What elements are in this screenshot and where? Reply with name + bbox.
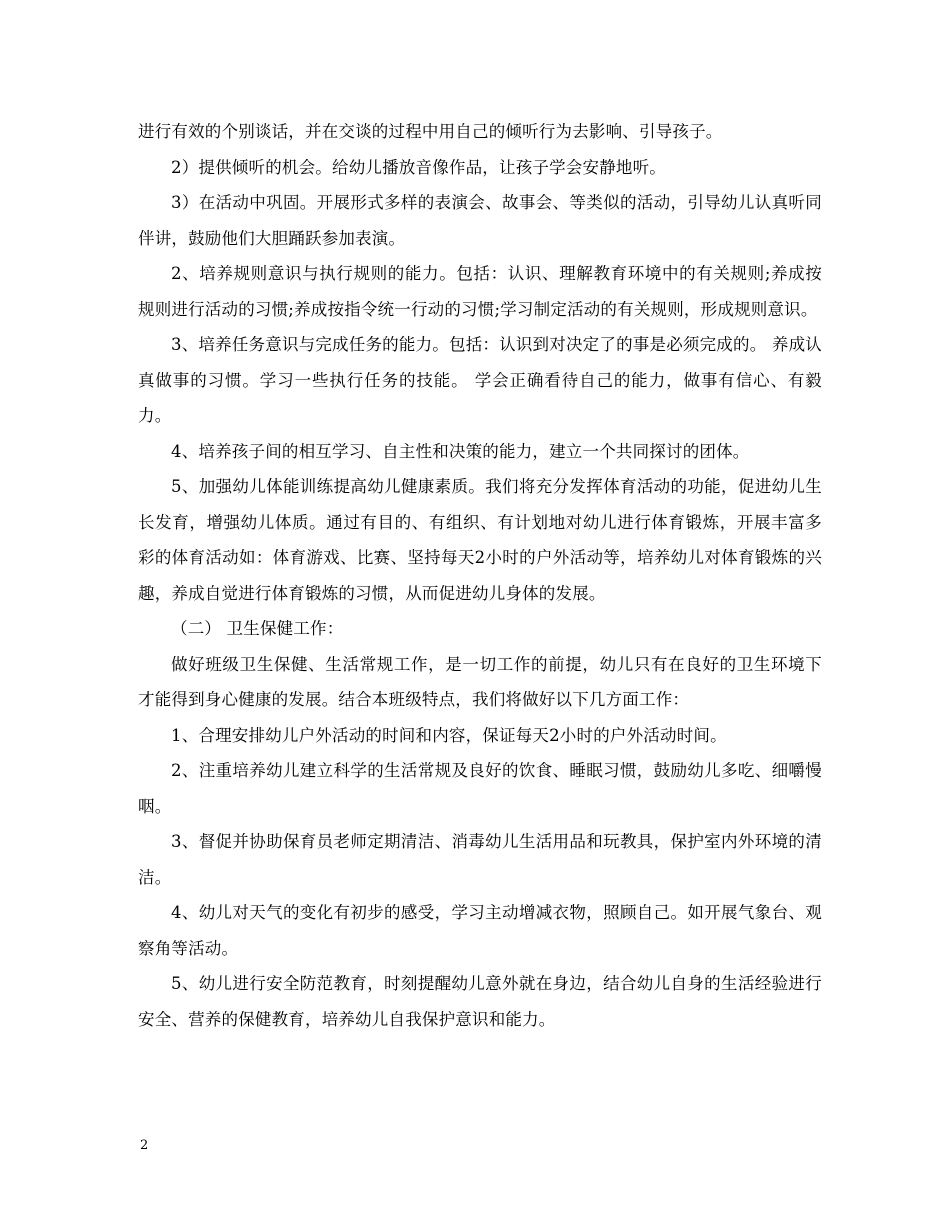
paragraph-9: 做好班级卫生保健、生活常规工作，是一切工作的前提，幼儿只有在良好的卫生环境下才能得到身心健康的发展。结合本班级特点，我们将做好以下几方面工作：	[138, 654, 822, 709]
paragraph-10: 1、合理安排幼儿户外活动的时间和内容，保证每天2小时的户外活动时间。	[171, 725, 727, 745]
paragraph-14: 5、幼儿进行安全防范教育，时刻提醒幼儿意外就在身边，结合幼儿自身的生活经验进行安全、营养的保健教育，培养幼儿自我保护意识和能力。	[138, 974, 822, 1029]
document-body	[138, 114, 822, 1037]
paragraph-12: 3、督促并协助保育员老师定期清洁、消毒幼儿生活用品和玩教具，保护室内外环境的清洁。	[138, 832, 822, 887]
paragraph-11: 2、注重培养幼儿建立科学的生活常规及良好的饮食、睡眠习惯，鼓励幼儿多吃、细嚼慢咽。	[138, 761, 822, 816]
paragraph-2: 2）提供倾听的机会。给幼儿播放音像作品，让孩子学会安静地听。	[171, 157, 666, 177]
paragraph-1: 进行有效的个别谈话，并在交谈的过程中用自己的倾听行为去影响、引导孩子。	[138, 122, 723, 141]
section-heading: （二） 卫生保健工作：	[171, 619, 344, 638]
paragraph-13: 4、幼儿对天气的变化有初步的感受，学习主动增减衣物，照顾自己。如开展气象台、观察角等活动。	[138, 903, 822, 958]
paragraph-3: 3）在活动中巩固。开展形式多样的表演会、故事会、等类似的活动，引导幼儿认真听同伴讲，鼓励他们大胆踊跃参加表演。	[138, 193, 822, 248]
paragraph-5: 3、培养任务意识与完成任务的能力。包括：认识到对决定了的事是必须完成的。 养成认真做事的习惯。学习一些执行任务的技能。 学会正确看待自己的能力，做事有信心、有毅力。	[138, 335, 822, 425]
paragraph-4: 2、培养规则意识与执行规则的能力。包括：认识、理解教育环境中的有关规则;养成按规则进行活动的习惯;养成按指令统一行动的习惯;学习制定活动的有关规则，形成规则意识。	[138, 264, 822, 319]
paragraph-7: 5、加强幼儿体能训练提高幼儿健康素质。我们将充分发挥体育活动的功能，促进幼儿生长发育，增强幼儿体质。通过有目的、有组织、有计划地对幼儿进行体育锻炼，开展丰富多彩的体育活动如：体育游戏、比赛、坚持每天2小时的户外活动等，培养幼儿对体育锻炼的兴趣，养成自觉进行体育锻炼的习惯，从而促进幼儿身体的发展。	[138, 477, 822, 603]
page-number: 2	[140, 1138, 149, 1153]
paragraph-6: 4、培养孩子间的相互学习、自主性和决策的能力，建立一个共同探讨的团体。	[171, 441, 750, 461]
